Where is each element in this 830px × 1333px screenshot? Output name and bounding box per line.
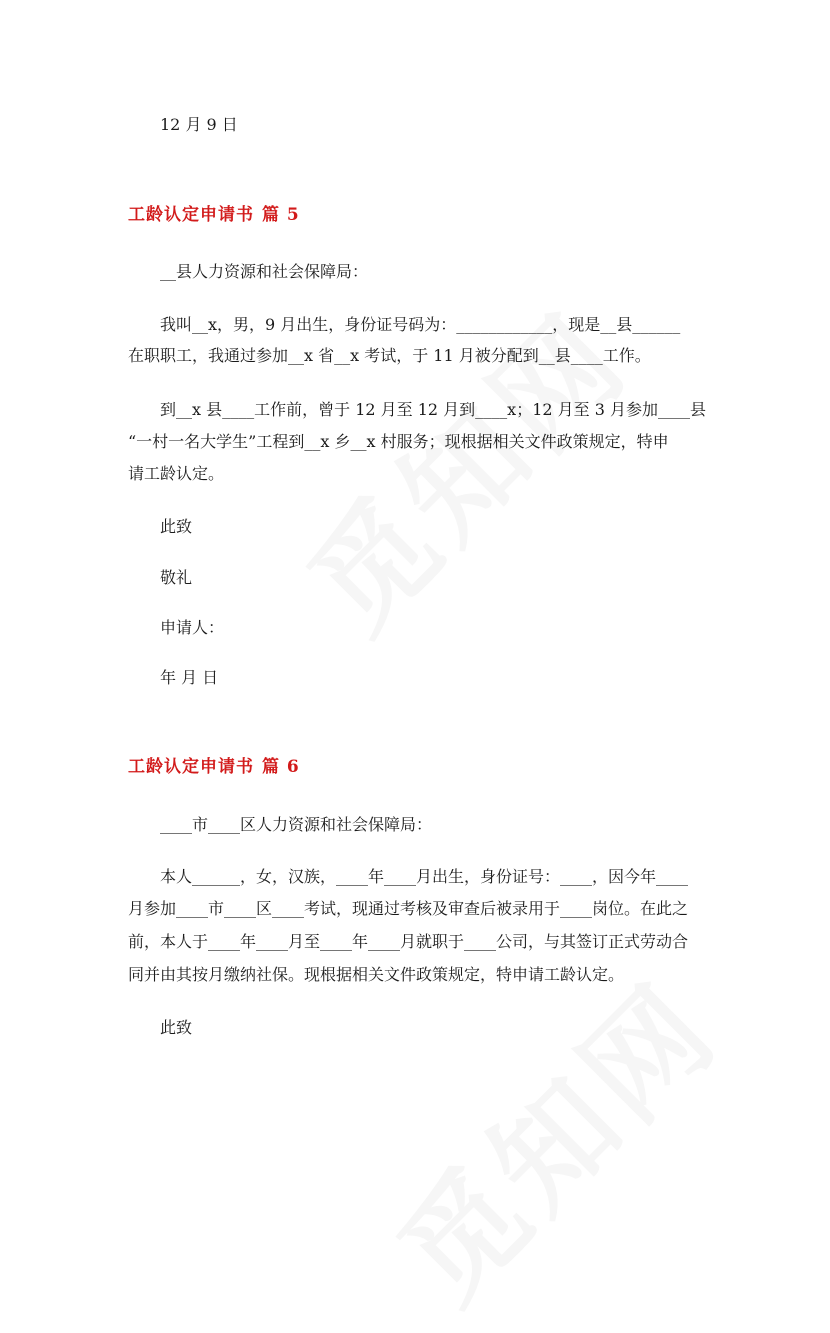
section6-closing1: 此致: [160, 1018, 193, 1037]
section5-para2-line2: “一村一名大学生”工程到__x 乡__x 村服务；现根据相关文件政策规定，特申: [128, 432, 669, 451]
section5-para1-line1: 我叫__x，男，9 月出生，身份证号码为：____________，现是__县______: [160, 315, 681, 334]
section5-recipient: __县人力资源和社会保障局：: [160, 262, 369, 281]
section6-heading: [128, 752, 300, 777]
section6-para1-line3: 前，本人于____年____月至____年____月就职于____公司，与其签订正式劳动合: [128, 932, 689, 951]
section5-para2-line1: 到__x 县____工作前，曾于 12 月至 12 月到____x；12 月至 3 月参加____县: [160, 400, 706, 419]
section5-title: 工龄认定申请书: [128, 205, 254, 225]
section5-para1-line2: 在职职工，我通过参加__x 省__x 考试，于 11 月被分配到__县____工作。: [128, 346, 651, 365]
section5-applicant: 申请人：: [160, 618, 225, 637]
section5-heading: [128, 200, 300, 225]
section6-title: 工龄认定申请书: [128, 757, 254, 777]
section5-piece: 篇 5: [262, 205, 300, 225]
watermark-bottom: [355, 939, 748, 1332]
section5-closing1: 此致: [160, 517, 193, 536]
section6-para1-line4: 同并由其按月缴纳社保。现根据相关文件政策规定，特申请工龄认定。: [128, 965, 625, 984]
section5-date: 年 月 日: [160, 668, 219, 687]
section6-para1-line1: 本人______，女，汉族，____年____月出生，身份证号：____，因今年____: [160, 867, 689, 886]
top-date: 12 月 9 日: [160, 115, 238, 134]
section6-piece: 篇 6: [262, 757, 300, 777]
section6-recipient: ____市____区人力资源和社会保障局：: [160, 815, 433, 834]
section5-para2-line3: 请工龄认定。: [128, 464, 225, 483]
section6-para1-line2: 月参加____市____区____考试，现通过考核及审查后被录用于____岗位。在此之: [128, 899, 689, 918]
section5-closing2: 敬礼: [160, 568, 193, 587]
